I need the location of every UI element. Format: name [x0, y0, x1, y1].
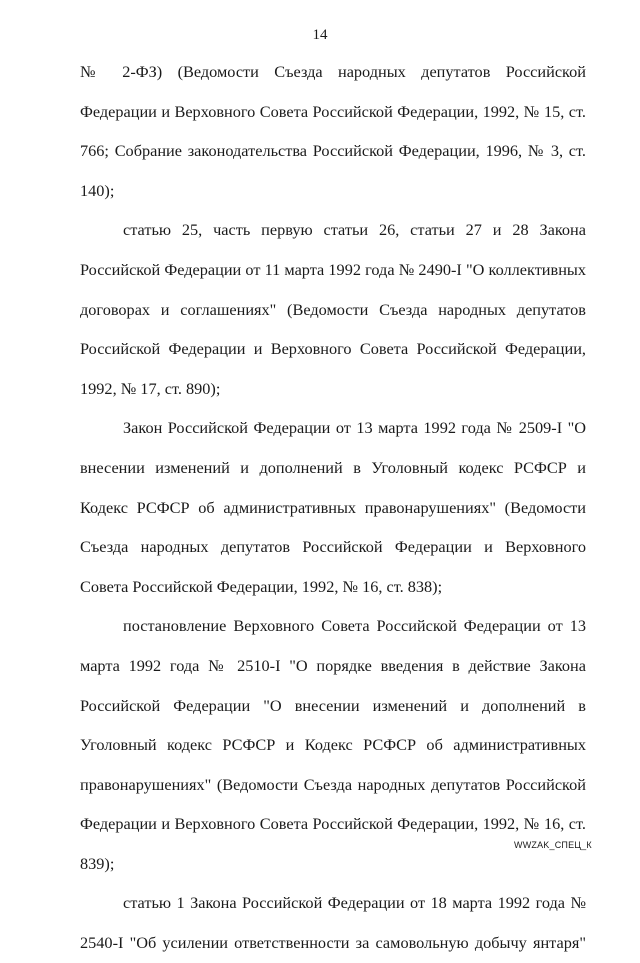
paragraph-law-2490-I: статью 25, часть первую статьи 26, статьи 27 и 28 Закона Российской Федерации от 11 марта 1992 года № 2490-I "О коллективных договорах и соглашениях" (Ведомости Съезда народных депутатов Российской Федерации и Верховного Совета Российской Федерации, 1992, № 17, ст. 890);: [80, 220, 586, 398]
document-body: [80, 52, 586, 963]
paragraph-law-2540-I: статью 1 Закона Российской Федерации от 18 марта 1992 года № 2540-I "Об усилении ответственности за самовольную добычу янтаря": [80, 893, 586, 953]
paragraph-law-2509-I: Закон Российской Федерации от 13 марта 1992 года № 2509-I "О внесении изменений и дополнений в Уголовный кодекс РСФСР и Кодекс РСФСР об административных правонарушениях" (Ведомости Съезда народных депутатов Российской Федерации и Верховного Совета Российской Федерации, 1992, № 16, ст. 838);: [80, 418, 586, 596]
paragraph-resolution-2510-I: постановление Верховного Совета Российской Федерации от 13 марта 1992 года № 2510-I "О порядке введения в действие Закона Российской Федерации "О внесении изменений и дополнений в Уголовный кодекс РСФСР и Кодекс РСФСР об административных правонарушениях" (Ведомости Съезда народных депутатов Российской Федерации и Верховного Совета Российской Федерации, 1992, № 16, ст. 839);: [80, 616, 586, 873]
page-number: 14: [312, 27, 328, 43]
footer-document-code: WWZAK_СПЕЦ_К: [514, 840, 592, 850]
paragraph-continuation: № 2-ФЗ) (Ведомости Съезда народных депутатов Российской Федерации и Верховного Совета Российской Федерации, 1992, № 15, ст. 766; Собрание законодательства Российской Федерации, 1996, № 3, ст. 140);: [80, 62, 586, 200]
